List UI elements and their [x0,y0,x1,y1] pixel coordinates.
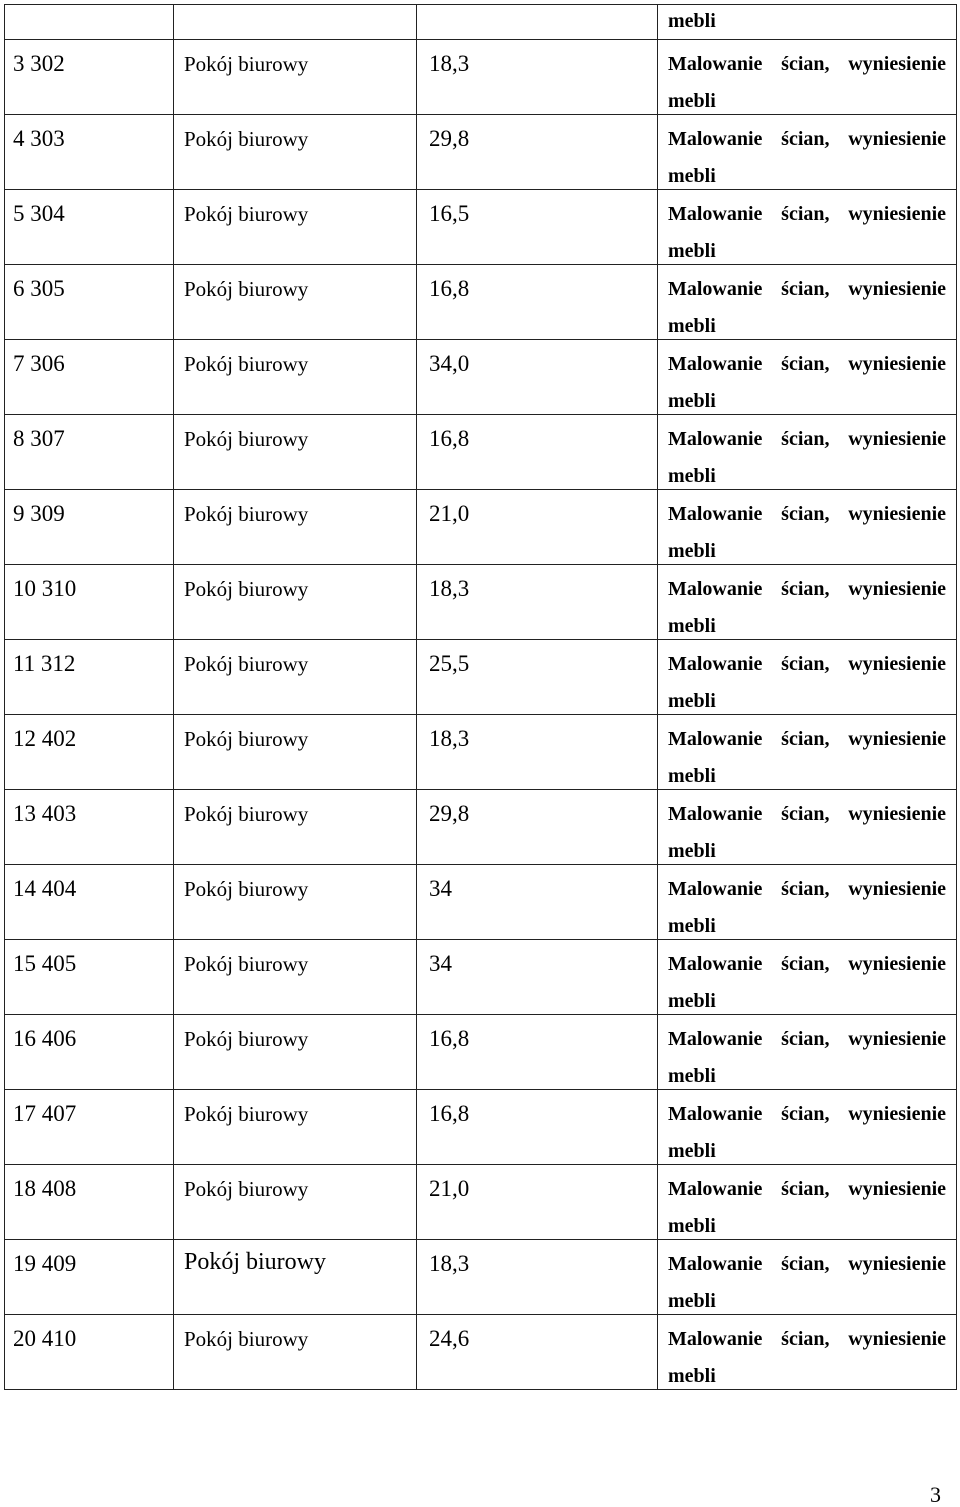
area-cell [417,115,658,190]
work-cell [658,5,957,40]
area-cell [417,190,658,265]
room-type: Pokój biurowy [184,727,309,751]
number-cell [5,340,174,415]
work-text-line1: Malowanie ścian, wyniesienie [668,1253,946,1275]
work-text-line1: Malowanie ścian, wyniesienie [668,278,946,300]
work-text-line1: Malowanie ścian, wyniesienie [668,128,946,150]
work-text-line1: Malowanie ścian, wyniesienie [668,353,946,375]
work-text-line2: mebli [668,165,716,187]
work-text-line1: Malowanie ścian, wyniesienie [668,653,946,675]
work-text-line2: mebli [668,1365,716,1387]
work-text-line1: Malowanie ścian, wyniesienie [668,428,946,450]
work-cell [658,190,957,265]
area-cell [417,715,658,790]
type-cell [174,1090,417,1165]
room-number: 19 409 [13,1251,77,1276]
work-text-line2: mebli [668,465,716,487]
work-text-line1: Malowanie ścian, wyniesienie [668,878,946,900]
area-cell [417,1015,658,1090]
area-cell [417,415,658,490]
room-area: 16,8 [429,426,470,451]
number-cell [5,1090,174,1165]
type-cell [174,640,417,715]
work-cell [658,415,957,490]
number-cell [5,865,174,940]
table-row [5,865,957,940]
number-cell [5,1015,174,1090]
room-type: Pokój biurowy [184,1249,327,1275]
work-cell [658,340,957,415]
work-text-line2: mebli [668,990,716,1012]
work-text-line2: mebli [668,1065,716,1087]
room-type: Pokój biurowy [184,652,309,676]
room-number: 8 307 [13,426,65,451]
work-text-line2: mebli [668,1215,716,1237]
work-text-line2: mebli [668,390,716,412]
room-number: 3 302 [13,51,65,76]
area-cell [417,1240,658,1315]
number-cell [5,1315,174,1390]
work-text-line2: mebli [668,1290,716,1312]
table-row [5,1090,957,1165]
work-cell [658,1015,957,1090]
table-row [5,715,957,790]
table-row [5,1015,957,1090]
work-text-line1: Malowanie ścian, wyniesienie [668,1178,946,1200]
page-number: 3 [930,1482,941,1507]
area-cell [417,1165,658,1240]
room-type: Pokój biurowy [184,427,309,451]
room-number: 6 305 [13,276,65,301]
work-cell [658,1090,957,1165]
work-cell [658,115,957,190]
room-number: 7 306 [13,351,65,376]
area-cell [417,940,658,1015]
room-type: Pokój biurowy [184,202,309,226]
work-cell [658,640,957,715]
room-type: Pokój biurowy [184,1327,309,1351]
room-type: Pokój biurowy [184,952,309,976]
table-row [5,1240,957,1315]
work-text-line2: mebli [668,90,716,112]
type-cell [174,115,417,190]
type-cell [174,715,417,790]
number-cell [5,265,174,340]
area-cell [417,265,658,340]
empty-cell [5,5,174,40]
area-cell [417,790,658,865]
work-cell [658,1315,957,1390]
room-type: Pokój biurowy [184,52,309,76]
room-area: 16,5 [429,201,470,226]
work-cell [658,790,957,865]
table-row [5,40,957,115]
room-area: 18,3 [429,51,470,76]
table-row [5,640,957,715]
work-cell [658,1240,957,1315]
room-type: Pokój biurowy [184,352,309,376]
room-number: 18 408 [13,1176,77,1201]
number-cell [5,415,174,490]
room-number: 4 303 [13,126,65,151]
type-cell [174,1015,417,1090]
work-cell [658,565,957,640]
room-number: 10 310 [13,576,77,601]
table-row [5,415,957,490]
work-text-line1: Malowanie ścian, wyniesienie [668,1328,946,1350]
area-cell [417,1090,658,1165]
number-cell [5,490,174,565]
room-area: 34 [429,876,452,901]
table-row [5,115,957,190]
room-area: 34,0 [429,351,470,376]
table-row [5,1315,957,1390]
type-cell [174,1240,417,1315]
work-text-continued: mebli [668,10,716,32]
table-row-continued [5,5,957,40]
area-cell [417,40,658,115]
number-cell [5,40,174,115]
work-text-line1: Malowanie ścian, wyniesienie [668,1103,946,1125]
room-area: 21,0 [429,501,470,526]
work-text-line2: mebli [668,840,716,862]
room-area: 29,8 [429,801,470,826]
work-text-line2: mebli [668,615,716,637]
work-text-line2: mebli [668,315,716,337]
work-text-line2: mebli [668,1140,716,1162]
number-cell [5,1165,174,1240]
area-cell [417,865,658,940]
room-area: 18,3 [429,576,470,601]
room-number: 9 309 [13,501,65,526]
number-cell [5,940,174,1015]
room-type: Pokój biurowy [184,1027,309,1051]
work-text-line1: Malowanie ścian, wyniesienie [668,53,946,75]
work-cell [658,865,957,940]
room-number: 12 402 [13,726,77,751]
rooms-table [4,4,957,1390]
work-text-line1: Malowanie ścian, wyniesienie [668,953,946,975]
type-cell [174,265,417,340]
type-cell [174,865,417,940]
work-text-line1: Malowanie ścian, wyniesienie [668,203,946,225]
room-number: 20 410 [13,1326,77,1351]
room-type: Pokój biurowy [184,877,309,901]
work-cell [658,940,957,1015]
table-row [5,1165,957,1240]
number-cell [5,115,174,190]
type-cell [174,940,417,1015]
empty-cell [174,5,417,40]
type-cell [174,40,417,115]
table-row [5,265,957,340]
type-cell [174,790,417,865]
room-number: 16 406 [13,1026,77,1051]
room-type: Pokój biurowy [184,127,309,151]
type-cell [174,1165,417,1240]
number-cell [5,190,174,265]
work-cell [658,40,957,115]
work-text-line2: mebli [668,765,716,787]
number-cell [5,1240,174,1315]
room-number: 14 404 [13,876,77,901]
room-area: 21,0 [429,1176,470,1201]
room-number: 13 403 [13,801,77,826]
work-text-line2: mebli [668,240,716,262]
room-area: 29,8 [429,126,470,151]
table-row [5,490,957,565]
type-cell [174,340,417,415]
area-cell [417,565,658,640]
room-area: 18,3 [429,726,470,751]
table-row [5,940,957,1015]
type-cell [174,490,417,565]
type-cell [174,1315,417,1390]
work-cell [658,1165,957,1240]
room-type: Pokój biurowy [184,802,309,826]
work-text-line1: Malowanie ścian, wyniesienie [668,1028,946,1050]
table-row [5,565,957,640]
table-row [5,190,957,265]
work-text-line2: mebli [668,915,716,937]
room-number: 17 407 [13,1101,77,1126]
number-cell [5,640,174,715]
room-area: 16,8 [429,1026,470,1051]
number-cell [5,790,174,865]
room-type: Pokój biurowy [184,577,309,601]
work-text-line1: Malowanie ścian, wyniesienie [668,803,946,825]
table-row [5,340,957,415]
type-cell [174,565,417,640]
room-area: 16,8 [429,1101,470,1126]
room-number: 11 312 [13,651,76,676]
type-cell [174,190,417,265]
work-cell [658,490,957,565]
room-type: Pokój biurowy [184,277,309,301]
type-cell [174,415,417,490]
work-cell [658,715,957,790]
table-row [5,790,957,865]
room-area: 24,6 [429,1326,470,1351]
number-cell [5,715,174,790]
rooms-table-body [5,5,957,1390]
room-type: Pokój biurowy [184,1177,309,1201]
room-area: 25,5 [429,651,470,676]
number-cell [5,565,174,640]
room-area: 18,3 [429,1251,470,1276]
room-number: 15 405 [13,951,77,976]
work-text-line1: Malowanie ścian, wyniesienie [668,503,946,525]
work-text-line2: mebli [668,690,716,712]
room-area: 34 [429,951,452,976]
work-text-line1: Malowanie ścian, wyniesienie [668,578,946,600]
room-number: 5 304 [13,201,65,226]
work-text-line1: Malowanie ścian, wyniesienie [668,728,946,750]
area-cell [417,490,658,565]
room-type: Pokój biurowy [184,1102,309,1126]
area-cell [417,1315,658,1390]
room-area: 16,8 [429,276,470,301]
work-cell [658,265,957,340]
empty-cell [417,5,658,40]
room-type: Pokój biurowy [184,502,309,526]
area-cell [417,340,658,415]
area-cell [417,640,658,715]
work-text-line2: mebli [668,540,716,562]
